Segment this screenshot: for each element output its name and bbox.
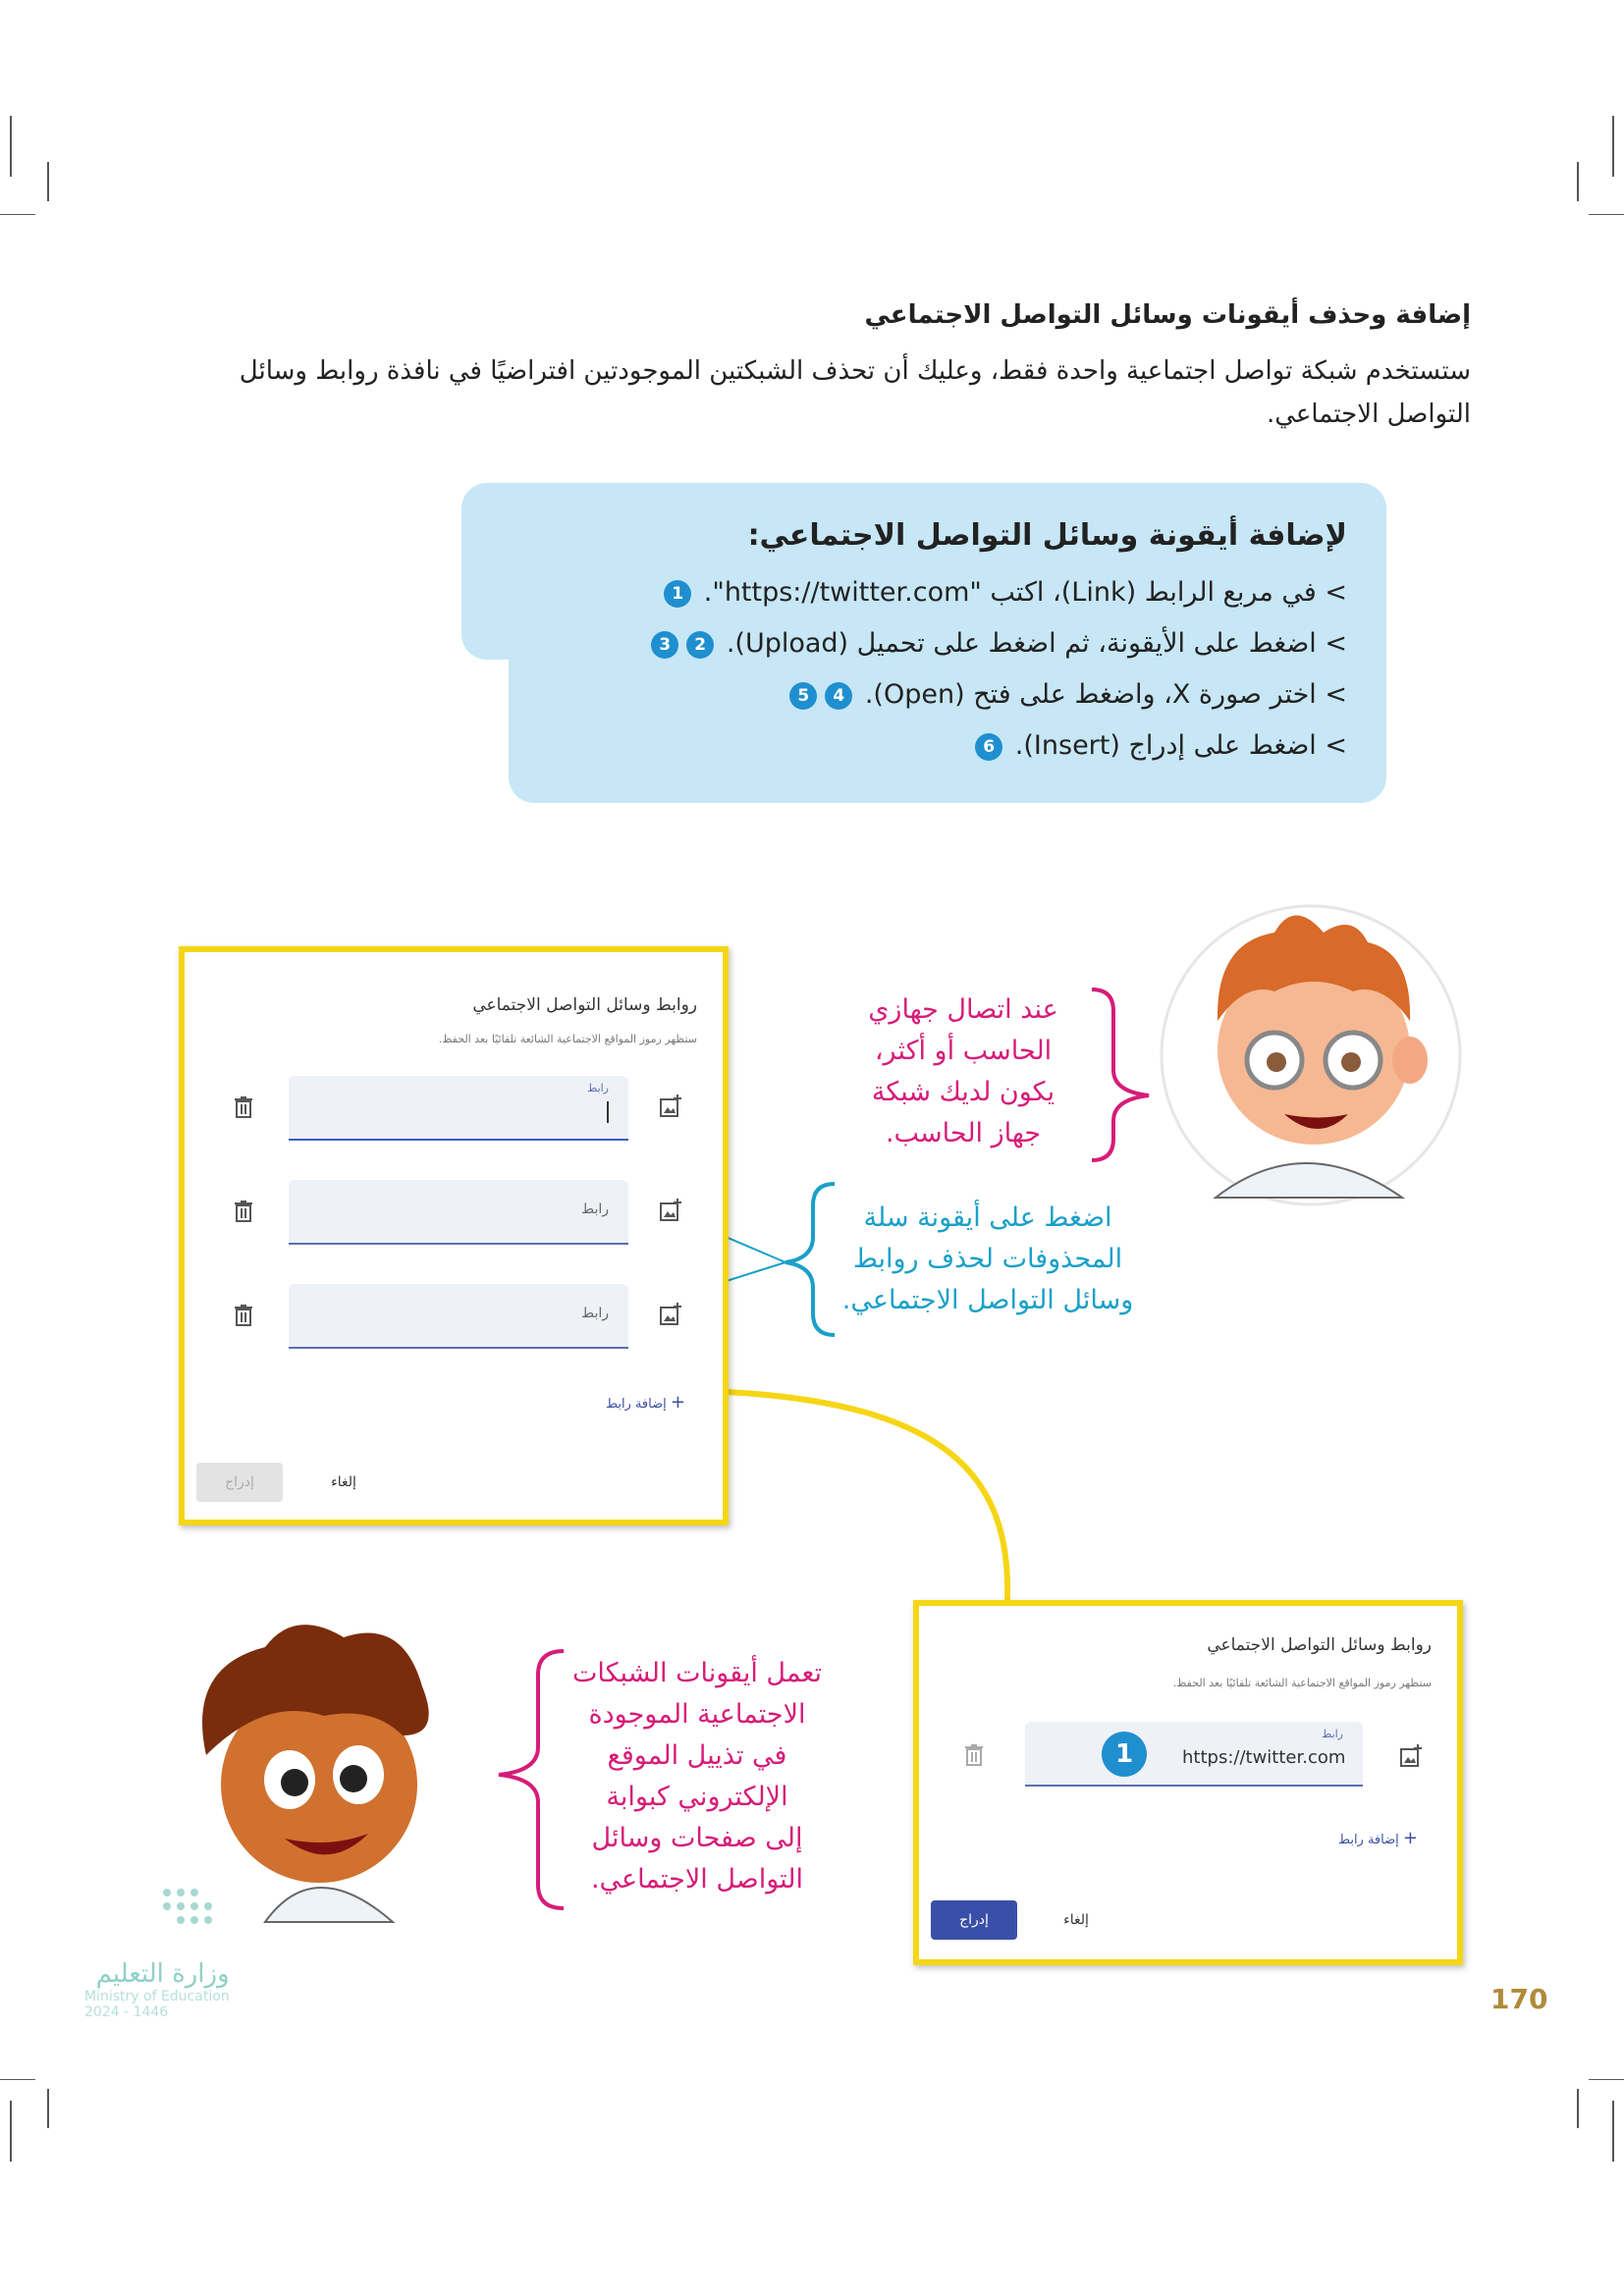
network-tip: عند اتصال جهازي الحاسب أو أكثر، يكون لديك شبكة جهاز الحاسب. [868,994,1058,1148]
instruction-step: > اضغط على الأيقونة، ثم اضغط على تحميل (Upload). 23 [647,628,1347,659]
step-number: 3 [651,631,678,659]
instruction-step: > اختر صورة X، واضغط على فتح (Open). 45 [785,679,1347,710]
boy-illustration [147,1608,471,1932]
upload-image-icon[interactable] [1398,1743,1424,1773]
social-links-dialog [179,946,729,1525]
field-label: رابط [1322,1728,1343,1740]
link-field[interactable] [289,1284,628,1349]
upload-image-icon[interactable] [658,1094,683,1123]
intro-paragraph: ستستخدم شبكة تواصل اجتماعية واحدة فقط، وعليك أن تحذف الشبكتين الموجودتين افتراضيًا في نافذة روابط وسائل التواصل الاجتماعي. [239,356,1471,429]
page-number: 170 [1490,1983,1548,2015]
ministry-logo: وزارة التعليم Ministry of Education 2024 - 1446 [84,1959,230,2020]
section-heading: إضافة وحذف أيقونات وسائل التواصل الاجتماعي [864,300,1471,330]
upload-image-icon[interactable] [658,1198,683,1227]
cancel-button[interactable]: إلغاء [1063,1912,1089,1928]
add-link-button[interactable]: + إضافة رابط [605,1392,685,1413]
yellow-connector [727,1392,1007,1600]
link-value: https://twitter.com [1182,1747,1346,1768]
instruction-step: > في مربع الرابط (Link)، اكتب "https://twitter.com". 1 [660,577,1347,608]
field-label: رابط [587,1082,609,1095]
trash-icon[interactable] [234,1304,253,1331]
insert-button-disabled[interactable]: إدراج [196,1463,283,1502]
insert-button[interactable]: إدراج [931,1900,1017,1940]
trash-icon[interactable] [234,1095,253,1123]
step-number: 4 [825,682,852,710]
step-number: 5 [789,682,817,710]
pink-brace [1092,989,1149,1160]
instructions-title: لإضافة أيقونة وسائل التواصل الاجتماعي: [747,518,1347,553]
trash-tip: اضغط على أيقونة سلة المحذوفات لحذف روابط وسائل التواصل الاجتماعي. [841,1202,1134,1315]
cancel-button[interactable]: إلغاء [331,1474,356,1490]
field-placeholder: رابط [581,1306,609,1321]
plus-icon: + [670,1392,685,1413]
social-links-dialog-filled [913,1600,1463,1965]
dialog-title: روابط وسائل التواصل الاجتماعي [472,995,697,1015]
cyan-brace [785,1184,835,1335]
step-number: 2 [686,631,714,659]
dialog-subtitle: ستظهر رموز المواقع الاجتماعية الشائعة تلقائيًا بعد الحفظ. [438,1033,697,1045]
plus-icon: + [1402,1828,1418,1848]
field-placeholder: رابط [581,1201,609,1217]
trash-icon[interactable] [234,1200,253,1227]
trash-icon[interactable] [964,1743,984,1771]
upload-image-icon[interactable] [658,1302,683,1331]
dialog-title: روابط وسائل التواصل الاجتماعي [1207,1635,1432,1655]
step-number: 1 [664,580,691,608]
boy-with-glasses-illustration [1157,903,1465,1207]
add-link-button[interactable]: + إضافة رابط [1337,1828,1418,1848]
instruction-step: > اضغط على إدراج (Insert). 6 [971,730,1347,761]
link-field[interactable] [1025,1722,1363,1787]
link-field[interactable] [289,1180,628,1245]
link-field[interactable] [289,1076,628,1141]
callout-number: 1 [1102,1732,1147,1777]
dialog-subtitle: ستظهر رموز المواقع الاجتماعية الشائعة تلقائيًا بعد الحفظ. [1172,1677,1432,1689]
footer-icons-tip: تعمل أيقونات الشبكات الاجتماعية الموجودة في تذييل الموقع الإلكتروني كبوابة إلى صفحات وسائل التواصل الاجتماعي. [571,1658,823,1895]
step-number: 6 [975,733,1002,761]
text-cursor [607,1101,609,1123]
